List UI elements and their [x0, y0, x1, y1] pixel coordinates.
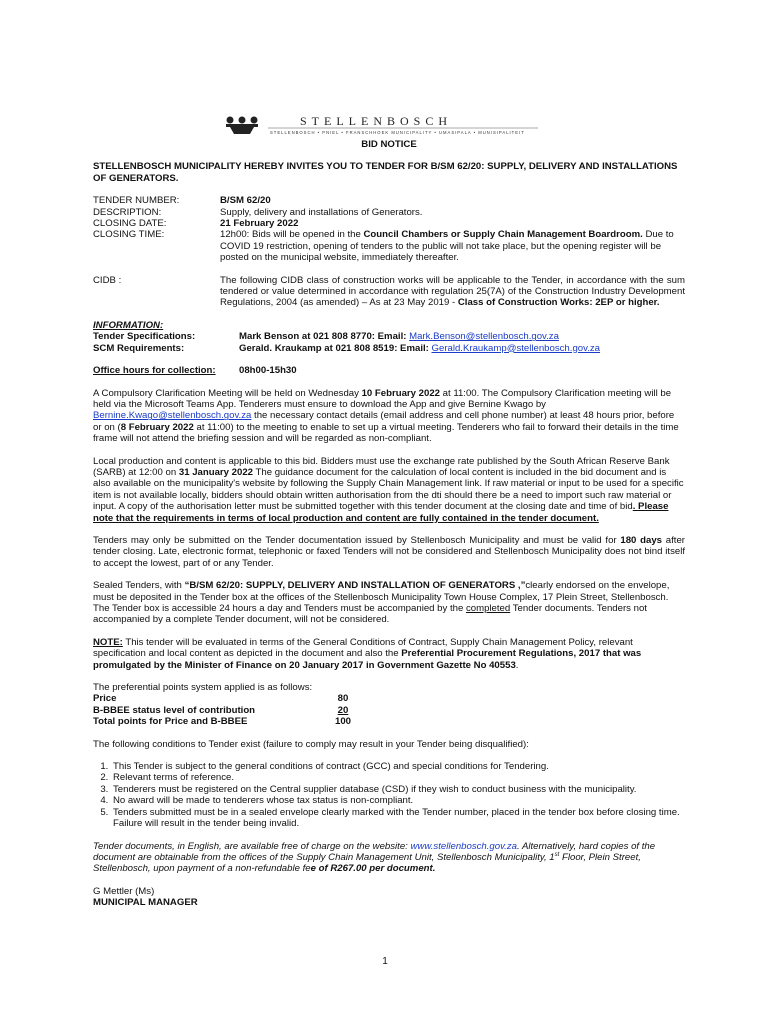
page-number: 1: [382, 956, 388, 967]
sealed-tenders-paragraph: Sealed Tenders, with “B/SM 62/20: SUPPLY, DELIVERY AND INSTALLATION OF GENERATORS ,”clearly endorsed on the envelope, must be deposited in the Tender box at the offices of the Stellenbosch Municipality Town House Complex, 17 Plein Street, Stellenbosch. The Tender box is accessible 24 hours a day and Tenders must be accompanied by the completed Tender documents. Tenders not accompanied by a complete Tender document, will not be considered.: [93, 580, 670, 626]
note-paragraph: NOTE: This tender will be evaluated in terms of the General Conditions of Contract, Supply Chain Management Policy, relevant specification and local content as depicted in the document and also the Preferential Procurement Regulations, 2017 that was promulgated by the Minister of Finance on 20 January 2017 in Government Gazette No 40553.: [93, 636, 642, 671]
list-item: 5. Tenders submitted must be in a sealed envelope clearly marked with the Tender number, placed in the tender box before closing time. Failure will result in the tender being invalid.: [111, 807, 685, 830]
documents-paragraph: Tender documents, in English, are available free of charge on the website: www.stellenbosch.gov.za. Alternatively, hard copies of the document are obtainable from the offices of the Supply Chain Management Unit, Stellenbosch Municipality, 1st Floor, Plein Street, Stellenbosch, upon payment of a non-refundable fee of R267.00 per document.: [93, 840, 656, 875]
closing-date: 21 February 2022: [220, 218, 299, 230]
briefing-paragraph: A Compulsory Clarification Meeting will be held on Wednesday 10 February 2022 at 11:00. The Compulsory Clarification meeting will be held via the Microsoft Teams App. Tenderers must ensure to download the App and give Bernine Kwago by Bernine.Kwago@stellenbosch.gov.za the necessary contact details (email address and cell phone number) at least 48 hours prior, before or on (8 February 2022 at 11:00) to the meeting to enable to set up a virtual meeting. Tenderers who fail to forward their details in the time frame will not attend the briefing session and will be regarded as non-compliant.: [93, 387, 679, 445]
logo-subtext: STELLENBOSCH • PNIEL • FRANSCHHOEK MUNICIPALITY • UMASIPALA • MUNISIPALITEIT: [270, 130, 525, 135]
bernine-email-link[interactable]: Bernine.Kwago@stellenbosch.gov.za: [93, 410, 252, 422]
office-hours-row: Office hours for collection: 08h00-15h30: [93, 365, 685, 376]
list-item: 3. Tenderers must be registered on the Central supplier database (CSD) if they wish to conduct business with the municipality.: [111, 784, 685, 795]
coat-of-arms-icon: [226, 117, 258, 135]
points-intro: The preferential points system applied is as follows:: [93, 682, 313, 694]
points-row-bbbee: B-BBEE status level of contribution 20: [93, 704, 349, 716]
signatory-title: MUNICIPAL MANAGER: [93, 897, 198, 909]
points-row-price: Price 80: [93, 693, 349, 705]
invitation-heading: STELLENBOSCH MUNICIPALITY HEREBY INVITES YOU TO TENDER FOR B/SM 62/20: SUPPLY, DELIVERY AND INSTALLATIONS OF GENERATORS.: [93, 161, 678, 184]
local-content-paragraph: Local production and content is applicable to this bid. Bidders must use the exchange rate published by the South African Reserve Bank (SARB) at 12:00 on 31 January 2022 The guidance document for the calculation of local content is included in the bid document and is also available on the municipality's website by following the Supply Chain Management link. If raw material or input to be used for a specific item is not available locally, bidders should obtain written authorisation from the dti should there be a need to import such raw material or input. A copy of the authorisation letter must be submitted together with this tender document at the closing date and time of bid. Please note that the requirements in terms of local production and content are fully contained in the tender document.: [93, 455, 684, 524]
website-link[interactable]: www.stellenbosch.gov.za: [410, 840, 517, 852]
cidb-text: The following CIDB class of construction works will be applicable to the Tender, in accordance with the sum tendered or value determined in accordance with regulation 25(7A) of the Construction Industry Development Regulations, 2004 (as amended) – As at 23 May 2019 - Class of Construction Works: 2EP or higher.: [220, 274, 685, 309]
notice-body: [93, 139, 685, 909]
tender-number: B/SM 62/20: [220, 195, 271, 207]
signatory-name: G Mettler (Ms): [93, 885, 155, 897]
closing-time: 12h00: Bids will be opened in the Council Chambers or Supply Chain Management Boardroom. Due to COVID 19 restriction, opening of tenders to the public will not take place, but the opening register will be posted on the municipal website, immediately thereafter.: [220, 229, 674, 264]
scm-email-link[interactable]: Gerald.Kraukamp@stellenbosch.gov.za: [431, 342, 600, 354]
scm-contact-row: SCM Requirements: Gerald. Kraukamp at 021 808 8519: Email: Gerald.Kraukamp@stellenbosch.gov.za: [93, 342, 600, 354]
spec-contact-row: Tender Specifications: Mark Benson at 021 808 8770: Email: Mark.Benson@stellenbosch.gov.za: [93, 331, 559, 343]
list-item: 1. This Tender is subject to the general conditions of contract (GCC) and special conditions for Tendering.: [111, 761, 685, 772]
closing-date-row: CLOSING DATE: 21 February 2022: [93, 218, 685, 229]
office-hours: 08h00-15h30: [239, 365, 297, 377]
municipality-logo: [220, 114, 550, 136]
tender-number-row: TENDER NUMBER: B/SM 62/20: [93, 195, 685, 206]
list-item: 4. No award will be made to tenderers whose tax status is non-compliant.: [111, 795, 685, 806]
logo-text: STELLENBOSCH: [300, 114, 453, 128]
list-item: 2. Relevant terms of reference.: [111, 772, 685, 783]
conditions-list: [93, 761, 685, 829]
page-title: BID NOTICE: [361, 139, 417, 150]
cidb-row: CIDB : The following CIDB class of construction works will be applicable to the Tender, in accordance with the sum tendered or value determined in accordance with regulation 25(7A) of the Construction Industry Development Regulations, 2004 (as amended) – As at 23 May 2019 - Class of Construction Works: 2EP or higher.: [93, 274, 685, 309]
points-row-total: Total points for Price and B-BBEE 100: [93, 716, 351, 728]
description-row: DESCRIPTION: Supply, delivery and installations of Generators.: [93, 207, 685, 218]
closing-time-row: CLOSING TIME: 12h00: Bids will be opened in the Council Chambers or Supply Chain Management Boardroom. Due to COVID 19 restriction, opening of tenders to the public will not take place, but the opening register will be posted on the municipal website, immediately thereafter.: [93, 229, 685, 263]
conditions-intro: The following conditions to Tender exist (failure to comply may result in your Tender being disqualified):: [93, 738, 529, 750]
information-heading: INFORMATION:: [93, 319, 164, 331]
description: Supply, delivery and installations of Generators.: [220, 206, 423, 218]
validity-paragraph: Tenders may only be submitted on the Tender documentation issued by Stellenbosch Municipality and must be valid for 180 days after tender closing. Late, electronic format, telephonic or faxed Tenders will not be considered and Stellenbosch Municipality does not bind itself to accept the lowest, part of or any Tender.: [93, 534, 685, 569]
spec-email-link[interactable]: Mark.Benson@stellenbosch.gov.za: [409, 331, 559, 343]
